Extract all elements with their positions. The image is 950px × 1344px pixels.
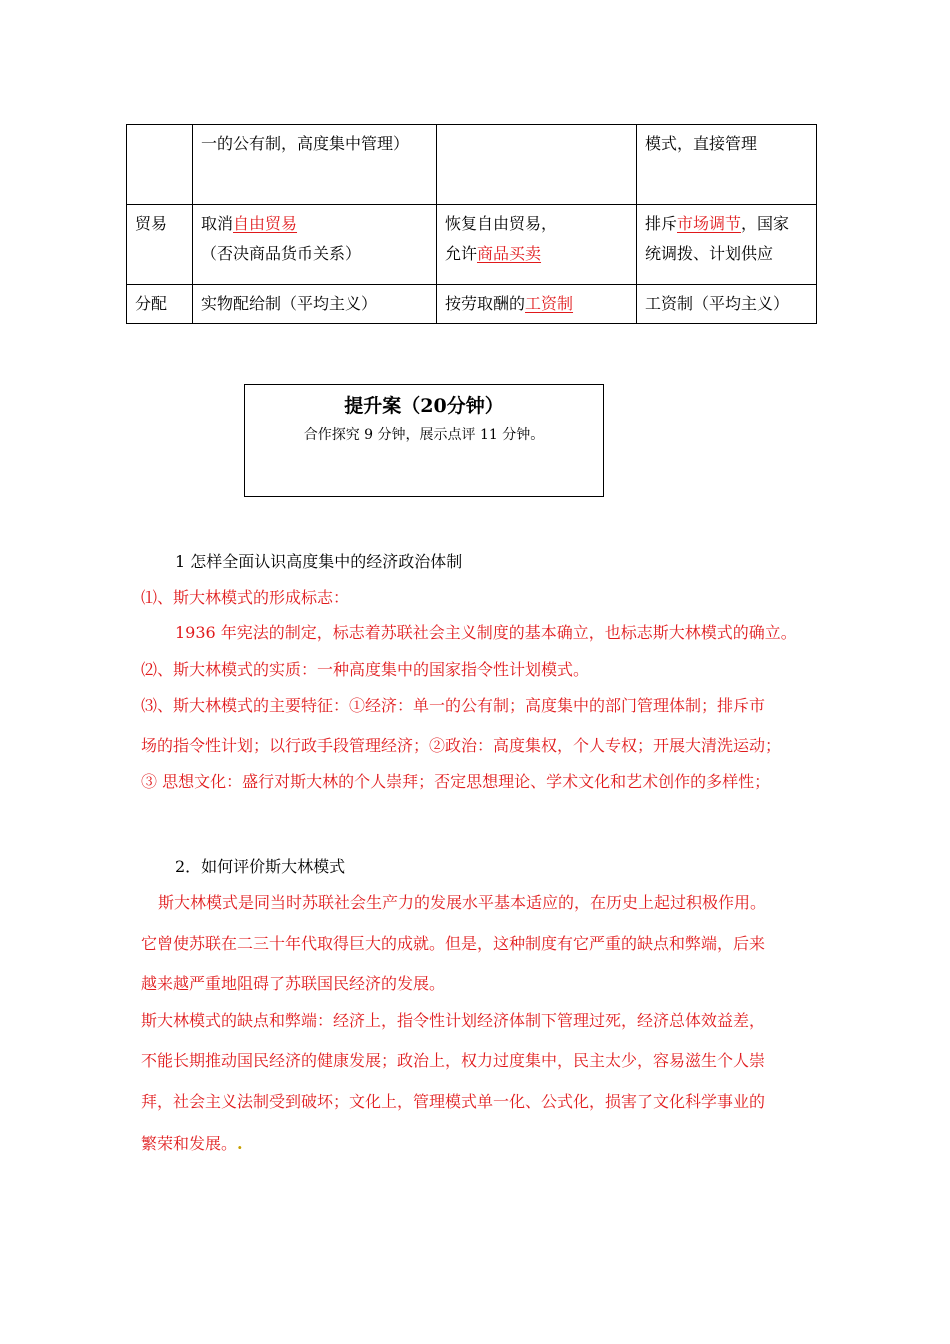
cell-answer: 工资制 — [525, 294, 574, 313]
section-box — [244, 384, 604, 497]
table-row — [127, 205, 817, 285]
answer-text: 不能长期推动国民经济的健康发展；政治上，权力过度集中，民主太少，容易滋生个人崇 — [141, 1051, 766, 1070]
cell-text: 允许 — [445, 244, 478, 263]
cell-answer: 市场调节 — [677, 214, 742, 233]
table-cell — [637, 205, 817, 285]
cell-text: （否决商品货币关系） — [201, 244, 362, 263]
comparison-table — [126, 124, 817, 324]
cell-text: ，国家 — [741, 214, 790, 233]
table-cell: 一的公有制，高度集中管理） — [193, 125, 437, 205]
cell-text: 统调拨、计划供应 — [645, 244, 774, 263]
answer-text — [141, 1131, 243, 1154]
cell-text: 排斥 — [645, 214, 678, 233]
answer-text: 场的指令性计划；以行政手段管理经济；②政治：高度集权，个人专权；开展大清洗运动； — [141, 736, 782, 755]
table-cell — [193, 205, 437, 285]
table-cell — [437, 125, 637, 205]
cell-text: 取消 — [201, 214, 234, 233]
answer-text-line: 繁荣和发展。 — [141, 1134, 238, 1153]
table-cell: 模式，直接管理 — [637, 125, 817, 205]
section-subtitle: 合作探究 9 分钟，展示点评 11 分钟。 — [303, 427, 545, 443]
answer-text: 拜，社会主义法制受到破坏；文化上，管理模式单一化、公式化，损害了文化科学事业的 — [141, 1092, 766, 1111]
answer-text: ⑶、斯大林模式的主要特征：①经济：单一的公有制；高度集中的部门管理体制；排斥市 — [141, 696, 766, 715]
answer-text: 斯大林模式的缺点和弊端：经济上，指令性计划经济体制下管理过死，经济总体效益差， — [141, 1011, 766, 1030]
answer-text: 越来越严重地阻碍了苏联国民经济的发展。 — [141, 974, 446, 993]
table-row — [127, 125, 817, 205]
section-title: 提升案（20分钟） — [344, 395, 504, 417]
answer-text: 斯大林模式是同当时苏联社会生产力的发展水平基本适应的，在历史上起过积极作用。 — [158, 893, 767, 912]
answer-label: ⑴、斯大林模式的形成标志： — [141, 588, 350, 607]
cell-answer: 自由贸易 — [233, 214, 298, 233]
table-cell: 实物配给制（平均主义） — [193, 285, 437, 324]
answer-text: 1936 年宪法的制定，标志着苏联社会主义制度的基本确立，也标志斯大林模式的确立。 — [175, 623, 797, 642]
cell-text: 按劳取酬的 — [445, 294, 526, 313]
answer-text: ③ 思想文化：盛行对斯大林的个人崇拜；否定思想理论、学术文化和艺术创作的多样性； — [141, 772, 771, 791]
table-cell: 分配 — [127, 285, 193, 324]
table-cell: 贸易 — [127, 205, 193, 285]
cell-answer: 商品买卖 — [477, 244, 542, 263]
cell-text: 恢复自由贸易， — [445, 214, 558, 233]
question-heading: 2．如何评价斯大林模式 — [175, 857, 346, 876]
answer-text: ⑵、斯大林模式的实质：一种高度集中的国家指令性计划模式。 — [141, 660, 590, 679]
table-cell — [127, 125, 193, 205]
table-row — [127, 285, 817, 324]
answer-text: 它曾使苏联在二三十年代取得巨大的成就。但是，这种制度有它严重的缺点和弊端，后来 — [141, 934, 766, 953]
table-cell: 工资制（平均主义） — [637, 285, 817, 324]
question-heading: 1 怎样全面认识高度集中的经济政治体制 — [175, 552, 463, 571]
table-cell — [437, 285, 637, 324]
table-cell — [437, 205, 637, 285]
dot-mark-icon: . — [237, 1134, 243, 1153]
